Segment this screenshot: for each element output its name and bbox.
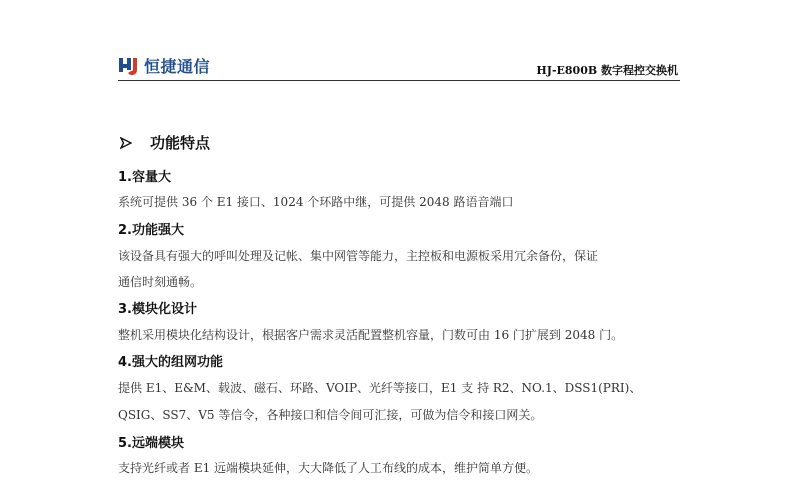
hj-logo-icon	[118, 56, 140, 76]
page-header	[118, 52, 680, 81]
feature-text-3: 整机采用模块化结构设计，根据客户需求灵活配置整机容量，门数可由 16 门扩展到 2048 门。	[118, 328, 624, 342]
feature-text-4b: QSIG、SS7、V5 等信令，各种接口和信令间可汇接，可做为信令和接口网关。	[118, 408, 543, 422]
logo	[118, 54, 210, 77]
product-model: HJ-E800B 数字程控交换机	[536, 64, 678, 77]
section-title: 功能特点	[150, 134, 211, 152]
feature-text-2a: 该设备具有强大的呼叫处理及记帐、集中网管等能力，主控板和电源板采用冗余备份，保证	[118, 249, 599, 263]
logo-text: 恒捷通信	[144, 57, 211, 76]
feature-title-3: 3.模块化设计	[118, 302, 197, 317]
feature-text-4a: 提供 E1、E&M、载波、磁石、环路、VOIP、光纤等接口，E1 支 持 R2、NO.1、DSS1(PRI)、	[118, 381, 642, 395]
feature-title-2: 2.功能强大	[118, 223, 184, 238]
feature-title-4: 4.强大的组网功能	[118, 355, 223, 370]
feature-title-1: 1.容量大	[118, 170, 171, 185]
feature-title-5: 5.远端模块	[118, 436, 184, 451]
arrow-bullet-icon	[120, 137, 132, 149]
feature-text-1: 系统可提供 36 个 E1 接口、1024 个环路中继，可提供 2048 路语音端口	[118, 195, 514, 209]
section-heading	[120, 132, 210, 153]
feature-text-5: 支持光纤或者 E1 远端模块延伸，大大降低了人工布线的成本，维护简单方便。	[118, 461, 539, 475]
feature-text-2b: 通信时刻通畅。	[118, 275, 203, 289]
